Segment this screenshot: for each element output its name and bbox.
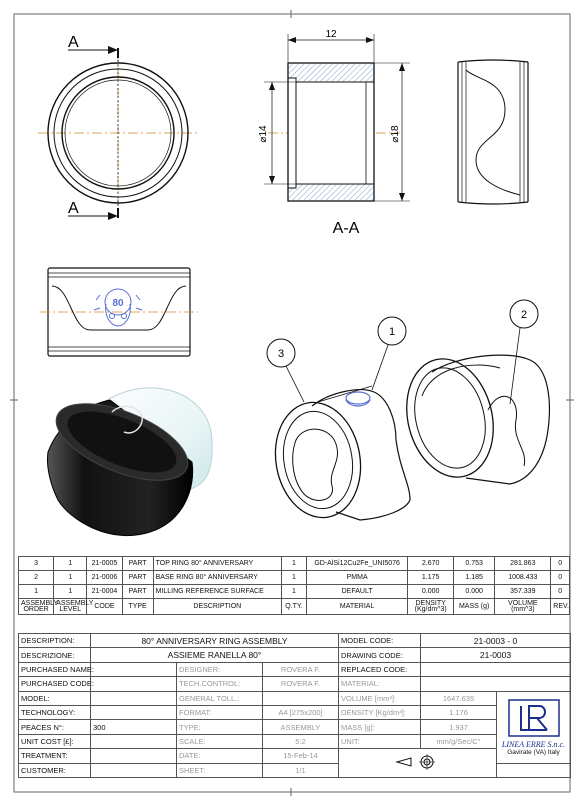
peaces-label: PEACES N°:	[19, 720, 91, 734]
designer-value: ROVERA F.	[263, 662, 339, 676]
bom-header-order: ASSEMBLY ORDER	[19, 599, 54, 615]
bom-header-volume: VOLUME (mm^3)	[495, 599, 551, 615]
designer-label: DESIGNER:	[177, 662, 263, 676]
bom-volume: 357.339	[495, 585, 551, 599]
bom-order: 3	[19, 557, 54, 571]
model-code-value: 21-0003 - 0	[421, 634, 571, 648]
bom-header-code: CODE	[87, 599, 122, 615]
scale-value: 5:2	[263, 734, 339, 748]
bom-header-material: MATERIAL	[306, 599, 408, 615]
bom-qty: 1	[282, 585, 307, 599]
unit-value: mm/g/Sec/C°	[421, 734, 497, 748]
section-title: A-A	[332, 220, 360, 237]
type-value: ASSEMBLY	[263, 720, 339, 734]
bom-qty: 1	[282, 557, 307, 571]
replaced-code-label: REPLACED CODE:	[339, 662, 421, 676]
drawing-code-value: 21-0003	[421, 648, 571, 662]
bom-order: 2	[19, 571, 54, 585]
section-marker-bottom: A	[68, 200, 79, 217]
dimension-outer-diameter: ⌀18	[390, 125, 401, 143]
company-logo	[497, 691, 571, 763]
bom-header-level: ASSEMBLY LEVEL	[54, 599, 87, 615]
bom-header-row	[19, 599, 570, 615]
dimension-width: 12	[325, 29, 337, 40]
volume-value: 1647.635	[421, 691, 497, 705]
drawing-code-label: DRAWING CODE:	[339, 648, 421, 662]
bom-volume: 281.863	[495, 557, 551, 571]
format-value: A4 [275x200]	[263, 705, 339, 719]
bom-type: PART	[122, 557, 153, 571]
bom-material: PMMA	[306, 571, 408, 585]
section-view	[264, 34, 410, 201]
bom-description: TOP RING 80° ANNIVERSARY	[153, 557, 281, 571]
bom-order: 1	[19, 585, 54, 599]
technology-label: TECHNOLOGY:	[19, 705, 91, 719]
company-name: LINEA ERRE S.n.c.	[501, 740, 566, 750]
tech-control-label: TECH.CONTROL:	[177, 677, 263, 691]
bom-material: DEFAULT	[306, 585, 408, 599]
volume-label: VOLUME [mm³]:	[339, 691, 421, 705]
bom-type: PART	[122, 585, 153, 599]
purchased-code-label: PURCHASED CODE:	[19, 677, 91, 691]
bom-code: 21-0004	[87, 585, 122, 599]
customer-label: CUSTOMER:	[19, 763, 91, 777]
title-block	[18, 633, 571, 778]
company-location: Gavirate (VA) Italy	[507, 749, 560, 757]
isometric-emblem-icon	[346, 392, 370, 406]
projection-symbol	[339, 749, 497, 778]
bill-of-materials	[18, 556, 570, 615]
bom-level: 1	[54, 571, 87, 585]
treatment-label: TREATMENT:	[19, 749, 91, 763]
bom-header-type: TYPE	[122, 599, 153, 615]
date-label: DATE:	[177, 749, 263, 763]
material-label: MATERIAL:	[339, 677, 421, 691]
sheet-value: 1/1	[263, 763, 339, 777]
purchased-name-label: PURCHASED NAME:	[19, 662, 91, 676]
date-value: 15-Feb-14	[263, 749, 339, 763]
bom-mass: 0.753	[453, 557, 494, 571]
bom-qty: 1	[282, 571, 307, 585]
bom-header-mass: MASS (g)	[453, 599, 494, 615]
balloon-3: 3	[277, 348, 285, 360]
type-label: TYPE:	[177, 720, 263, 734]
bom-mass: 1.185	[453, 571, 494, 585]
front-view	[38, 46, 200, 220]
bom-code: 21-0005	[87, 557, 122, 571]
third-angle-projection-icon	[395, 754, 441, 770]
peaces-value: 300	[91, 720, 177, 734]
bom-header-density: DENSITY (Kg/dm^3)	[408, 599, 454, 615]
bom-level: 1	[54, 585, 87, 599]
bom-row	[19, 571, 570, 585]
sheet-label: SHEET:	[177, 763, 263, 777]
bom-description: MILLING REFERENCE SURFACE	[153, 585, 281, 599]
bom-rev: 0	[551, 585, 570, 599]
general-toll-label: GENERAL TOLL.:	[177, 691, 263, 705]
unit-label: UNIT:	[339, 734, 421, 748]
mass-label: MASS [g]:	[339, 720, 421, 734]
bom-description: BASE RING 80° ANNIVERSARY	[153, 571, 281, 585]
model-code-label: MODEL CODE:	[339, 634, 421, 648]
bom-rev: 0	[551, 571, 570, 585]
scale-label: SCALE:	[177, 734, 263, 748]
density-value: 1.176	[421, 705, 497, 719]
bom-header-rev: REV.	[551, 599, 570, 615]
bom-row	[19, 585, 570, 599]
side-view	[458, 60, 528, 204]
bom-density: 0.000	[408, 585, 454, 599]
mass-value: 1.937	[421, 720, 497, 734]
bom-header-qty: Q.TY.	[282, 599, 307, 615]
descrizione-label: DESCRIZIONE:	[19, 648, 91, 662]
bom-level: 1	[54, 557, 87, 571]
bom-row	[19, 557, 570, 571]
emblem-number: 80	[112, 298, 124, 309]
bom-header-description: DESCRIPTION	[153, 599, 281, 615]
render-3d	[46, 388, 212, 536]
description-value: 80° ANNIVERSARY RING ASSEMBLY	[91, 634, 339, 648]
model-label: MODEL:	[19, 691, 91, 705]
elevation-view	[40, 268, 198, 356]
bom-rev: 0	[551, 557, 570, 571]
unit-cost-label: UNIT COST [£]:	[19, 734, 91, 748]
exploded-view	[267, 300, 550, 524]
bom-mass: 0.000	[453, 585, 494, 599]
balloon-1: 1	[388, 326, 396, 338]
descrizione-value: ASSIEME RANELLA 80°	[91, 648, 339, 662]
section-marker-top: A	[68, 34, 79, 51]
format-label: FORMAT:	[177, 705, 263, 719]
bom-density: 1.175	[408, 571, 454, 585]
linea-erre-logo-icon	[507, 698, 561, 738]
bom-type: PART	[122, 571, 153, 585]
density-label: DENSITY [Kg/dm³]:	[339, 705, 421, 719]
bom-code: 21-0006	[87, 571, 122, 585]
description-label: DESCRIPTION:	[19, 634, 91, 648]
bom-density: 2.670	[408, 557, 454, 571]
balloon-2: 2	[520, 309, 528, 321]
bom-volume: 1008.433	[495, 571, 551, 585]
dimension-inner-diameter: ⌀14	[258, 125, 269, 143]
bom-material: GD-AlSi12Cu2Fe_UNI5076	[306, 557, 408, 571]
tech-control-value: ROVERA F.	[263, 677, 339, 691]
